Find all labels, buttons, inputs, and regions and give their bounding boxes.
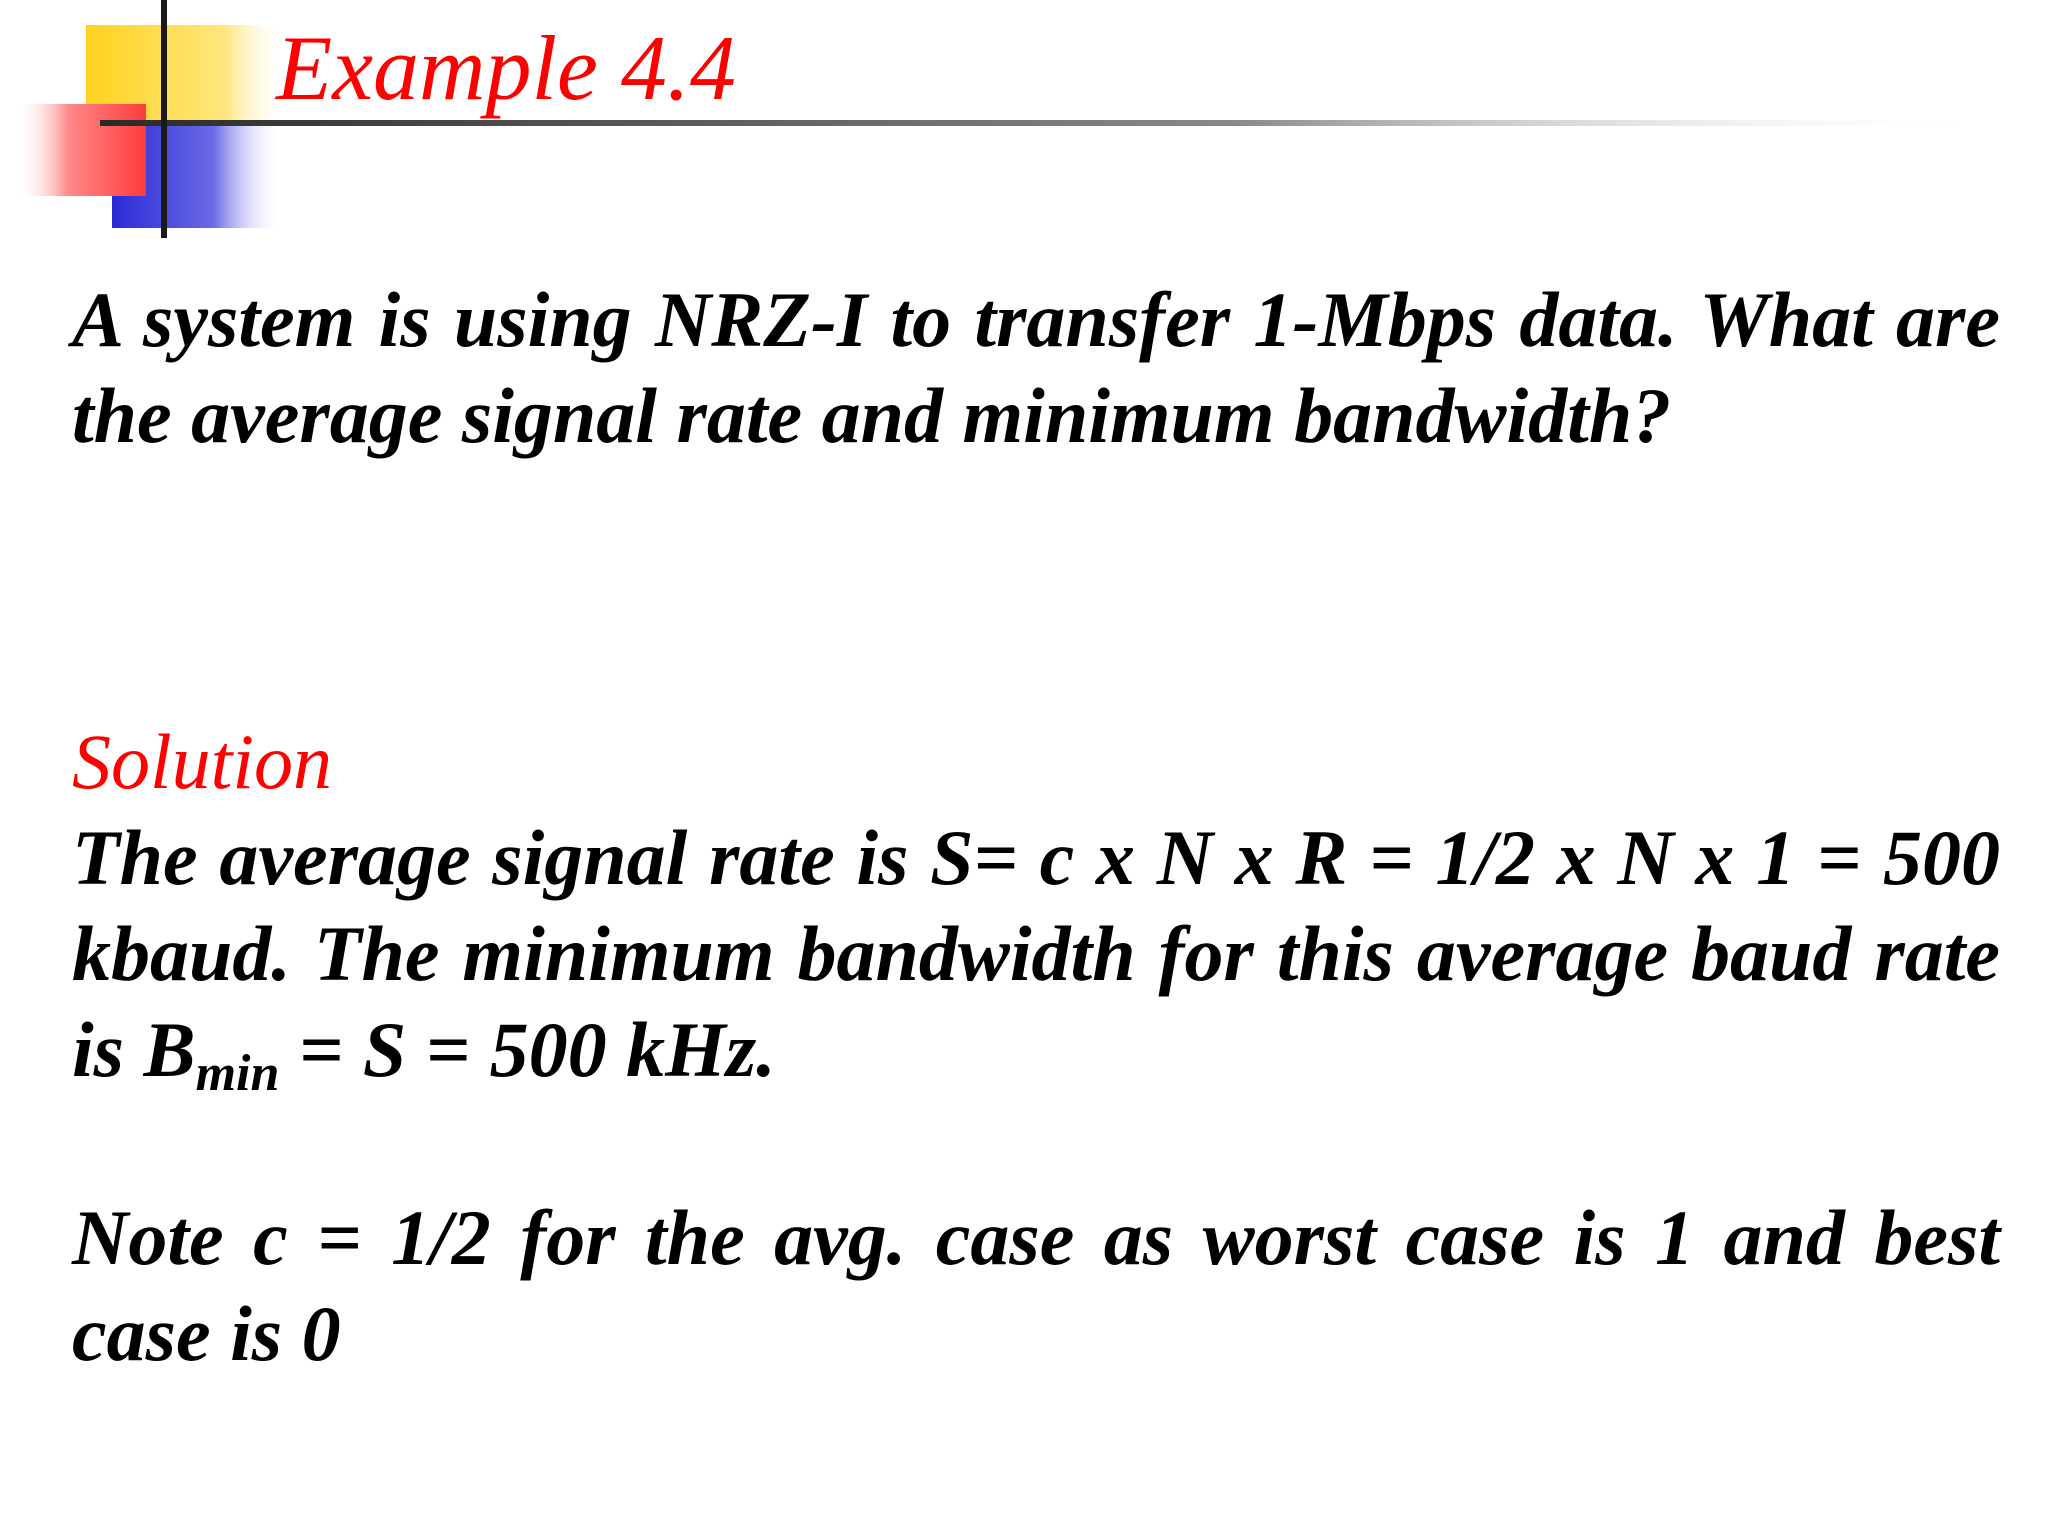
answer-text-part1: The average signal rate is S= c x N x R = 1/2 x N x 1 = 500 kbaud. The minimum bandwidth for this average baud rate is B xyxy=(72,814,2000,1093)
title-rule xyxy=(100,120,2000,126)
deco-vertical-line xyxy=(161,0,167,238)
question-text: A system is using NRZ-I to transfer 1-Mbps data. What are the average signal rate and minimum bandwidth? xyxy=(72,276,2000,459)
note-text: Note c = 1/2 for the avg. case as worst case is 1 and best case is 0 xyxy=(72,1194,2000,1377)
answer-subscript: min xyxy=(195,1045,280,1102)
solution-heading: Solution xyxy=(72,718,333,805)
answer-text-part2: = S = 500 kHz. xyxy=(279,1006,776,1093)
answer-text xyxy=(72,810,2000,1102)
slide-title: Example 4.4 xyxy=(276,17,736,119)
deco-red-square xyxy=(16,104,146,196)
